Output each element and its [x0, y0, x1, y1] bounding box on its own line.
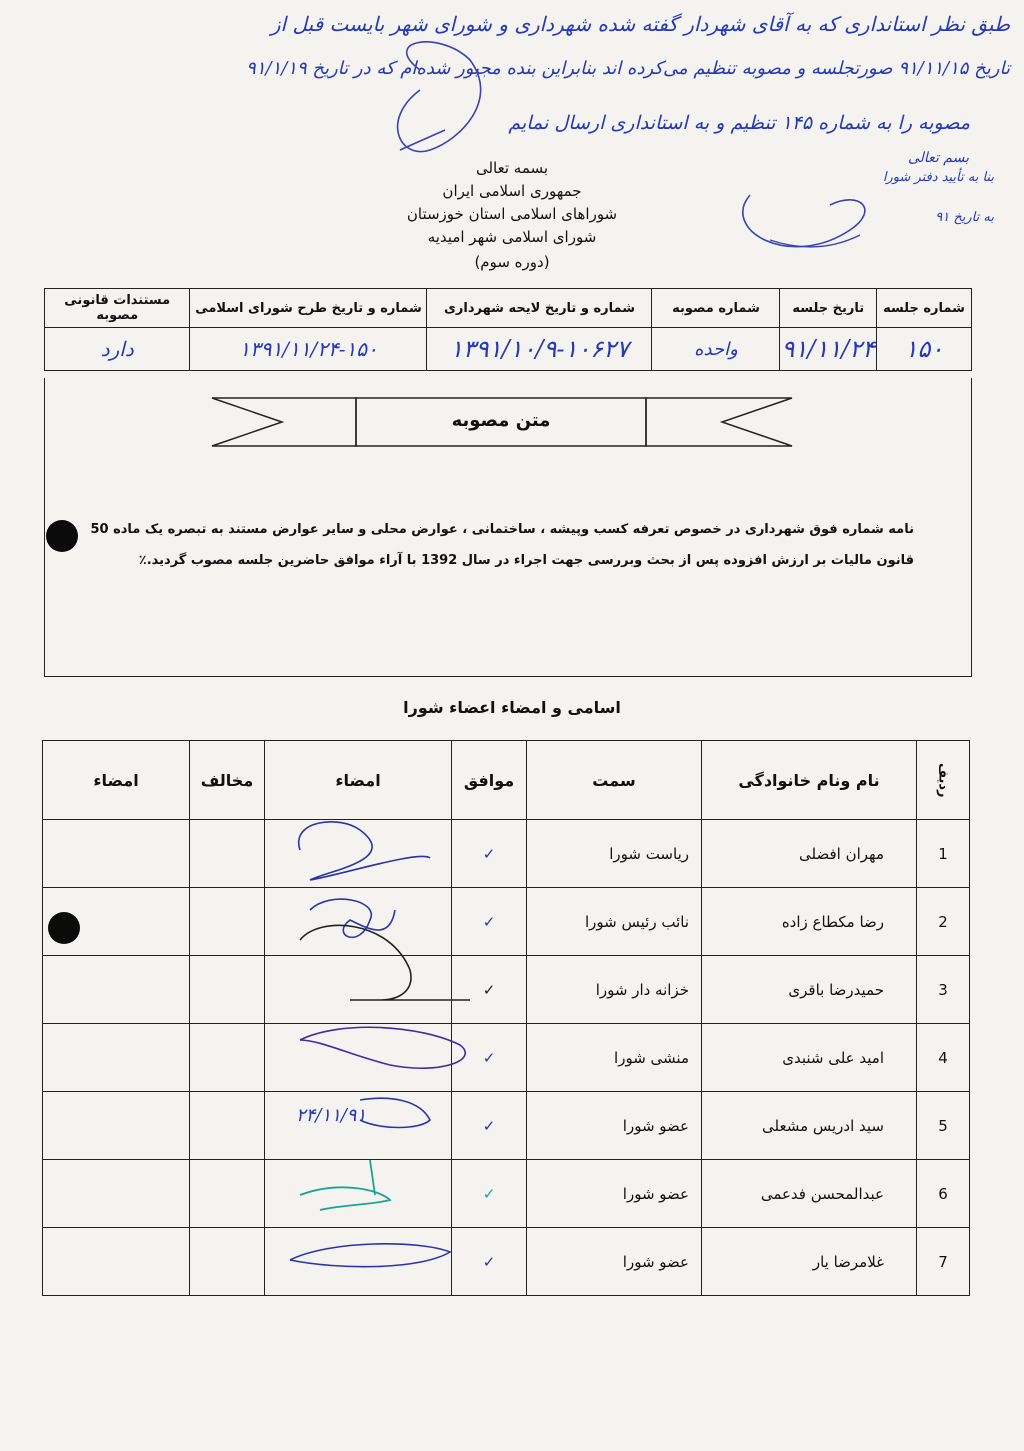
country-name: جمهوری اسلامی ایران [442, 182, 582, 200]
handwritten-note-line-3: مصوبه را به شماره ۱۴۵ تنظیم و به استانداری ارسال نمایم [508, 112, 970, 134]
header-signature-agree: امضاء [265, 741, 452, 820]
resolution-text-line-2: قانون مالیات بر ارزش افزوده پس از بحث وبررسی جهت اجراء در سال 1392 با آراء موافق حاضرین جلسه مصوب گردید.٪ [138, 553, 914, 568]
member-name: حمیدرضا باقری [702, 956, 917, 1024]
members-title: اسامی و امضاء اعضاء شورا [403, 698, 621, 717]
member-name: مهران افضلی [702, 820, 917, 888]
header-legal-basis: مستندات قانونی مصوبه [45, 289, 190, 328]
basmala: بسمه تعالی [475, 159, 549, 177]
punch-hole-top [46, 520, 78, 552]
signature-3 [300, 925, 470, 1000]
member-signatures [0, 800, 1024, 1300]
signature-7 [290, 1244, 450, 1267]
value-resolution-number: واحده [652, 328, 780, 371]
resolution-title: متن مصوبه [451, 410, 551, 431]
header-full-name: نام ونام خانوادگی [702, 741, 917, 820]
signature-date-row-5: ۲۴/۱۱/۹۱ [296, 1105, 367, 1126]
value-municipal-bill: ۱۳۹۱/۱۰/۹-۱۰۶۲۷ [427, 328, 652, 371]
resolution-info-table [44, 288, 972, 371]
value-legal-basis: دارد [45, 328, 190, 371]
header-session-number: شماره جلسه [877, 289, 972, 328]
header-row-number: ردیف [917, 741, 970, 820]
signature-1 [299, 822, 430, 880]
side-note-line-2: بنا به تأیید دفتر شورا [882, 170, 994, 185]
member-name: رضا مکطاع زاده [702, 888, 917, 956]
member-name: سید ادریس مشعلی [702, 1092, 917, 1160]
member-position: عضو شورا [527, 1092, 702, 1160]
council-term: (دوره سوم) [474, 253, 550, 271]
signature-6 [300, 1160, 390, 1210]
signature-4 [300, 1027, 465, 1068]
agree-check: ✓ [452, 820, 527, 888]
agree-check: ✓ [452, 956, 527, 1024]
header-signature-oppose: امضاء [43, 741, 190, 820]
side-note-line-1: بسم تعالی [907, 150, 969, 166]
row-number: 3 [917, 956, 970, 1024]
agree-check: ✓ [452, 1228, 527, 1296]
header-agree: موافق [452, 741, 527, 820]
city-council: شورای اسلامی شهر امیدیه [427, 228, 597, 246]
member-position: منشی شورا [527, 1024, 702, 1092]
member-position: عضو شورا [527, 1160, 702, 1228]
handwritten-note-line-1: طبق نظر استانداری که به آقای شهردار گفته شده شهرداری و شورای شهر بایست قبل از [270, 12, 1010, 36]
row-number: 1 [917, 820, 970, 888]
member-position: ریاست شورا [527, 820, 702, 888]
member-name: غلامرضا یار [702, 1228, 917, 1296]
agree-check: ✓ [452, 1024, 527, 1092]
agree-check: ✓ [452, 1092, 527, 1160]
header-municipal-bill: شماره و تاریخ لایحه شهرداری [427, 289, 652, 328]
value-session-date: ۹۱/۱۱/۲۴ [780, 328, 877, 371]
agree-check: ✓ [452, 1160, 527, 1228]
member-position: نائب رئیس شورا [527, 888, 702, 956]
member-name: امید علی شنبدی [702, 1024, 917, 1092]
signature-5 [360, 1098, 430, 1127]
header-session-date: تاریخ جلسه [780, 289, 877, 328]
side-note-line-3: به تاریخ ۹۱ [935, 210, 994, 225]
row-number: 5 [917, 1092, 970, 1160]
member-name: عبدالمحسن فدعمی [702, 1160, 917, 1228]
header-oppose: مخالف [190, 741, 265, 820]
row-number: 7 [917, 1228, 970, 1296]
row-number: 2 [917, 888, 970, 956]
handwritten-note-line-2: تاریخ ۹۱/۱۱/۱۵ صورتجلسه و مصوبه تنظیم می‌کرده اند بنابراین بنده مجبور شده‌ام که در تاریخ ۹۱/۱/۱۹ [246, 58, 1010, 79]
province-councils: شوراهای اسلامی استان خوزستان [406, 205, 618, 223]
member-position: خزانه دار شورا [527, 956, 702, 1024]
header-position: سمت [527, 741, 702, 820]
header-council-plan: شماره و تاریخ طرح شورای اسلامی [190, 289, 427, 328]
resolution-text-line-1: نامه شماره فوق شهرداری در خصوص تعرفه کسب وپیشه ، ساختمانی ، عوارض محلی و سایر عوارض مستند به تبصره یک ماده 50 [90, 522, 914, 537]
row-number: 6 [917, 1160, 970, 1228]
signature-2 [310, 899, 395, 937]
row-number: 4 [917, 1024, 970, 1092]
value-session-number: ۱۵۰ [877, 328, 972, 371]
member-position: عضو شورا [527, 1228, 702, 1296]
agree-check: ✓ [452, 888, 527, 956]
header-resolution-number: شماره مصوبه [652, 289, 780, 328]
value-council-plan: ۱۳۹۱/۱۱/۲۴-۱۵۰ [190, 328, 427, 371]
